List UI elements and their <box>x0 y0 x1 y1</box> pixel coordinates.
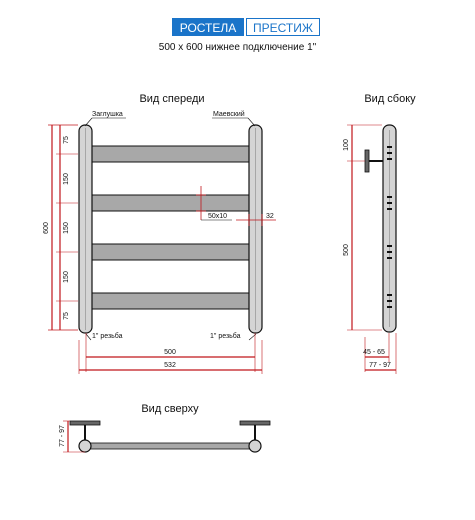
top-wall-plate-right <box>240 421 270 425</box>
top-wall-plate-left <box>70 421 100 425</box>
side-dim-main-label: 500 <box>343 244 350 256</box>
pipe-diameter-label: 32 <box>266 213 274 220</box>
top-view <box>59 403 270 452</box>
side-view <box>343 93 416 374</box>
brand-primary-badge: РОСТЕЛА <box>172 18 244 36</box>
wall-bracket-plate <box>365 150 369 172</box>
product-subtitle: 500 х 600 нижнее подключение 1" <box>158 42 317 53</box>
side-view-title: Вид сбоку <box>364 93 416 105</box>
segment-label-2: 150 <box>63 173 70 185</box>
crossbar-2 <box>92 195 249 211</box>
mayevsky-label: Маевский <box>213 111 245 118</box>
front-view <box>43 93 276 374</box>
top-view-title: Вид сверху <box>141 403 199 415</box>
width-outer-label: 532 <box>164 362 176 369</box>
width-inner-label: 500 <box>164 349 176 356</box>
plug-label: Заглушка <box>92 111 123 118</box>
side-dim-depth-label: 77 - 97 <box>369 362 391 369</box>
top-bar <box>86 443 256 449</box>
side-dim-top-label: 100 <box>343 139 350 151</box>
segment-label-1: 75 <box>63 136 70 144</box>
crossbar-1 <box>92 146 249 162</box>
segment-label-4: 150 <box>63 271 70 283</box>
brand-secondary-badge: ПРЕСТИЖ <box>246 18 320 36</box>
top-collector-left <box>79 440 91 452</box>
crossbar-3 <box>92 244 249 260</box>
thread-left-label: 1" резьба <box>92 333 123 340</box>
height-total-label: 600 <box>43 222 50 234</box>
segment-label-3: 150 <box>63 222 70 234</box>
top-collector-right <box>249 440 261 452</box>
top-dim-depth-label: 77 - 97 <box>59 425 66 447</box>
height-dimensions <box>43 125 78 330</box>
crossbars <box>92 146 249 309</box>
thread-right-label: 1" резьба <box>210 333 241 340</box>
bar-section-label: 50x10 <box>208 213 228 220</box>
segment-label-5: 75 <box>63 312 70 320</box>
crossbar-4 <box>92 293 249 309</box>
front-view-title: Вид спереди <box>139 93 205 105</box>
side-dim-offset-label: 45 - 65 <box>363 349 385 356</box>
